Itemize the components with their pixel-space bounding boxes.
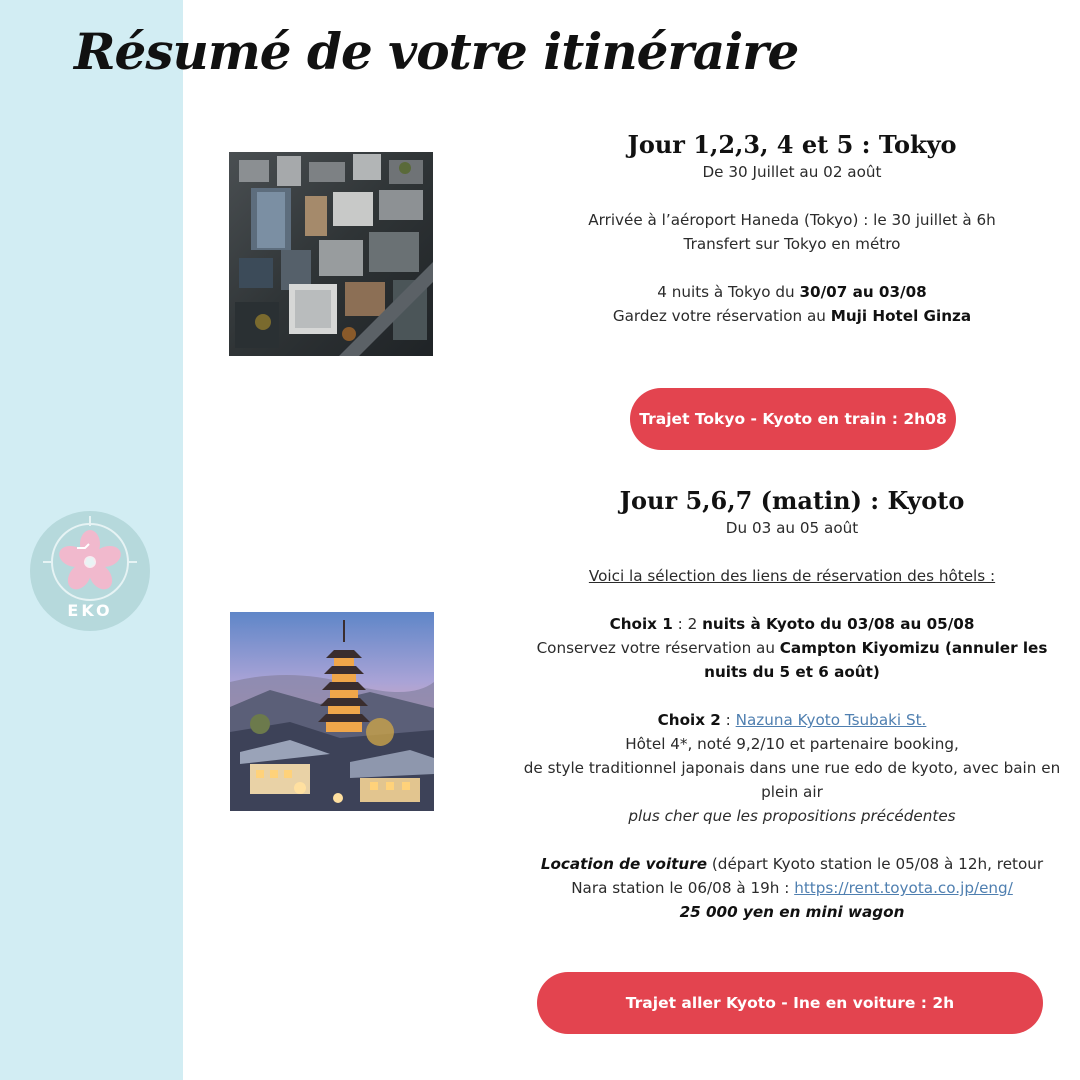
kyoto-choice-1-hotel: Conservez votre réservation au Campton Kiyomizu (annuler les nuits du 5 et 6 août) [536,639,1048,681]
logo-text: EKO [67,601,113,620]
tokyo-transfer: Transfert sur Tokyo en métro [683,235,901,253]
kyoto-day-title: Jour 5,6,7 (matin) : Kyoto [619,486,965,515]
kyoto-choice-1: Choix 1 : 2 nuits à Kyoto du 03/08 au 05/08 [609,615,975,633]
kyoto-choice-2-desc-1: Hôtel 4*, noté 9,2/10 et partenaire booking, [625,735,959,753]
tokyo-dates: De 30 Juillet au 02 août [702,163,882,181]
kyoto-links-heading: Voici la sélection des liens de réservation des hôtels : [588,567,996,585]
page-title: Résumé de votre itinéraire [74,22,799,81]
tokyo-day-title: Jour 1,2,3, 4 et 5 : Tokyo [627,130,957,159]
kyoto-choice-2-desc-2: de style traditionnel japonais dans une rue edo de kyoto, avec bain en plein air [523,759,1061,801]
kyoto-section [522,486,1062,924]
kyoto-choice-2: Choix 2 : Nazuna Kyoto Tsubaki St. [657,711,927,729]
transit-kyoto-ine-button[interactable]: Trajet aller Kyoto - Ine en voiture : 2h [537,972,1043,1034]
kyoto-choice-2-note: plus cher que les propositions précédentes [628,807,956,825]
eko-flower-logo-icon [29,510,151,632]
transit-tokyo-kyoto-button[interactable]: Trajet Tokyo - Kyoto en train : 2h08 [630,388,956,450]
kyoto-car-rental: Location de voiture (départ Kyoto station le 05/08 à 12h, retour Nara station le 06/08 à 19h : https://rent.toyota.co.jp/eng/ [540,855,1044,897]
tokyo-arrival: Arrivée à l’aéroport Haneda (Tokyo) : le 30 juillet à 6h [588,211,996,229]
tokyo-hotel: Gardez votre réservation au Muji Hotel Ginza [612,307,972,325]
kyoto-dates: Du 03 au 05 août [725,519,859,537]
tokyo-nights: 4 nuits à Tokyo du 30/07 au 03/08 [657,283,927,301]
tokyo-section [522,130,1062,328]
kyoto-pagoda-dusk-photo [230,612,434,811]
tokyo-aerial-city-photo [229,152,433,356]
kyoto-car-price: 25 000 yen en mini wagon [679,903,905,921]
nazuna-hotel-link[interactable]: Nazuna Kyoto Tsubaki St. [735,711,927,729]
toyota-rent-link[interactable]: https://rent.toyota.co.jp/eng/ [794,879,1013,897]
